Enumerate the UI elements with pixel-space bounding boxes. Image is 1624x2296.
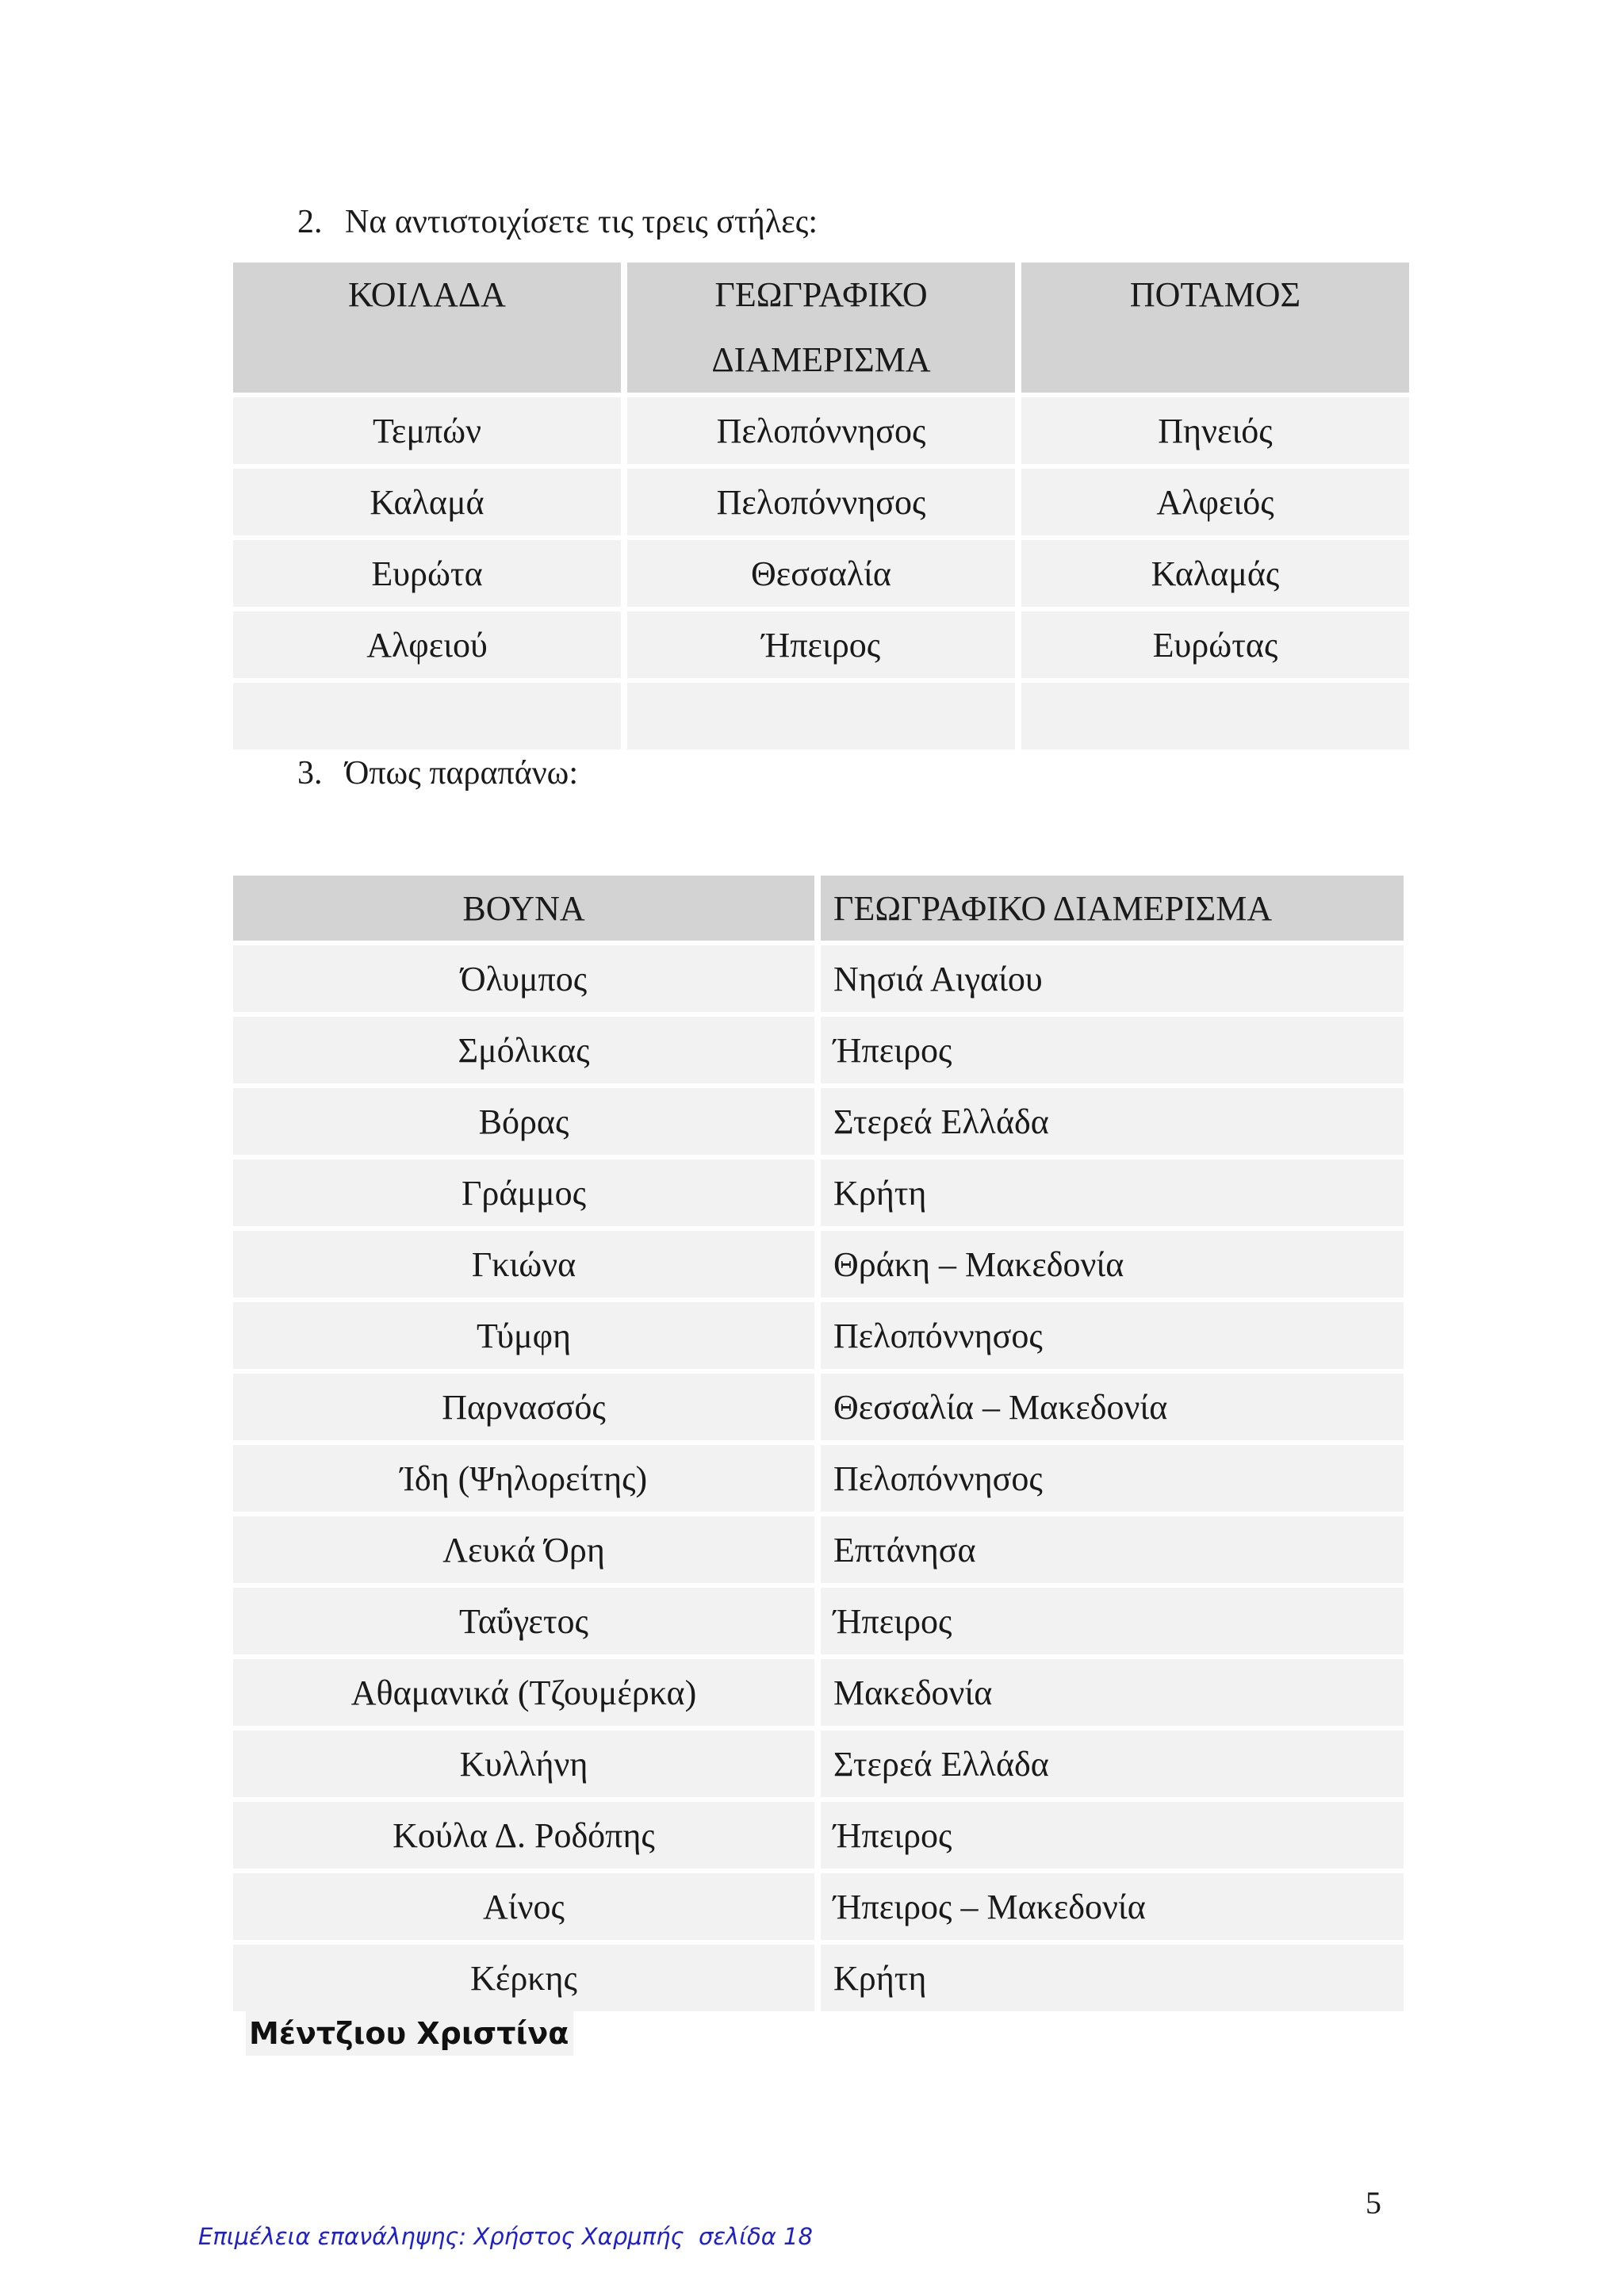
valleys-table-header <box>233 263 1409 393</box>
river-cell: Πηνειός <box>1021 397 1409 464</box>
river-cell: Αλφειός <box>1021 469 1409 535</box>
mountain-cell: Βόρας <box>233 1088 814 1155</box>
table-row <box>233 1017 1404 1083</box>
table-row <box>233 1802 1404 1869</box>
question-3-text: Όπως παραπάνω: <box>345 755 578 792</box>
table-row <box>233 1374 1404 1440</box>
header-valley: ΚΟΙΛΑΔΑ <box>233 263 621 393</box>
mountains-table <box>227 871 1410 2016</box>
table-row <box>233 540 1409 607</box>
mountain-cell: Αθαμανικά (Τζουμέρκα) <box>233 1659 814 1726</box>
region-cell: Ήπειρος <box>821 1017 1404 1083</box>
table-row <box>233 469 1409 535</box>
region-cell: Πελοπόννησος <box>627 397 1015 464</box>
region-cell <box>627 683 1015 749</box>
region-cell: Επτάνησα <box>821 1516 1404 1583</box>
region-cell: Πελοπόννησος <box>821 1445 1404 1512</box>
valley-cell: Αλφειού <box>233 611 621 678</box>
mountain-cell: Ίδη (Ψηλορείτης) <box>233 1445 814 1512</box>
region-cell: Κρήτη <box>821 1159 1404 1226</box>
river-cell: Καλαμάς <box>1021 540 1409 607</box>
mountain-cell: Κέρκης <box>233 1945 814 2011</box>
table-row <box>233 397 1409 464</box>
table-row <box>233 1516 1404 1583</box>
mountain-cell: Κυλλήνη <box>233 1731 814 1797</box>
mountain-cell: Όλυμπος <box>233 945 814 1012</box>
mountain-cell: Αίνος <box>233 1873 814 1940</box>
header-river: ΠΟΤΑΜΟΣ <box>1021 263 1409 393</box>
region-cell: Μακεδονία <box>821 1659 1404 1726</box>
region-cell: Ήπειρος <box>821 1588 1404 1654</box>
region-cell: Ήπειρος <box>627 611 1015 678</box>
header-region: ΓΕΩΓΡΑΦΙΚΟ ΔΙΑΜΕΡΙΣΜΑ <box>627 263 1015 393</box>
river-cell <box>1021 683 1409 749</box>
mountain-cell: Ταΰγετος <box>233 1588 814 1654</box>
region-cell: Ήπειρος <box>821 1802 1404 1869</box>
question-2-text: Να αντιστοιχίσετε τις τρεις στήλες: <box>345 204 818 240</box>
header-mountains: ΒΟΥΝΑ <box>233 876 814 941</box>
region-cell: Πελοπόννησος <box>627 469 1015 535</box>
header-region: ΓΕΩΓΡΑΦΙΚΟ ΔΙΑΜΕΡΙΣΜΑ <box>821 876 1404 941</box>
region-cell: Νησιά Αιγαίου <box>821 945 1404 1012</box>
table-row <box>233 945 1404 1012</box>
table-row <box>233 1445 1404 1512</box>
mountain-cell: Τύμφη <box>233 1302 814 1369</box>
table-row <box>233 1588 1404 1654</box>
valley-cell: Τεμπών <box>233 397 621 464</box>
table-row <box>233 1159 1404 1226</box>
mountains-table-header <box>233 876 1404 941</box>
mountain-cell: Κούλα Δ. Ροδόπης <box>233 1802 814 1869</box>
table-row <box>233 1731 1404 1797</box>
question-3-number: 3. <box>297 755 323 792</box>
question-2-number: 2. <box>297 204 323 240</box>
table-row <box>233 1302 1404 1369</box>
table-row <box>233 611 1409 678</box>
region-cell: Ήπειρος – Μακεδονία <box>821 1873 1404 1940</box>
valleys-table <box>227 258 1415 754</box>
region-cell: Θεσσαλία – Μακεδονία <box>821 1374 1404 1440</box>
table-row-empty <box>233 683 1409 749</box>
question-3 <box>297 749 578 797</box>
region-cell: Πελοπόννησος <box>821 1302 1404 1369</box>
region-cell: Κρήτη <box>821 1945 1404 2011</box>
valley-cell: Καλαμά <box>233 469 621 535</box>
region-cell: Θράκη – Μακεδονία <box>821 1231 1404 1297</box>
region-cell: Θεσσαλία <box>627 540 1015 607</box>
footer-note: Επιμέλεια επανάληψης: Χρήστος Χαρμπής σελίδα 18 <box>198 2223 813 2250</box>
table-row <box>233 1659 1404 1726</box>
mountain-cell: Παρνασσός <box>233 1374 814 1440</box>
table-row <box>233 1873 1404 1940</box>
table-row <box>233 1088 1404 1155</box>
mountain-cell: Γράμμος <box>233 1159 814 1226</box>
river-cell: Ευρώτας <box>1021 611 1409 678</box>
region-cell: Στερεά Ελλάδα <box>821 1088 1404 1155</box>
mountain-cell: Λευκά Όρη <box>233 1516 814 1583</box>
question-2 <box>297 198 818 246</box>
table-row <box>233 1231 1404 1297</box>
region-cell: Στερεά Ελλάδα <box>821 1731 1404 1797</box>
valley-cell: Ευρώτα <box>233 540 621 607</box>
mountain-cell: Γκιώνα <box>233 1231 814 1297</box>
valley-cell <box>233 683 621 749</box>
author-name: Μέντζιου Χριστίνα <box>246 2011 573 2056</box>
mountain-cell: Σμόλικας <box>233 1017 814 1083</box>
table-row <box>233 1945 1404 2011</box>
page-number: 5 <box>1365 2185 1381 2221</box>
